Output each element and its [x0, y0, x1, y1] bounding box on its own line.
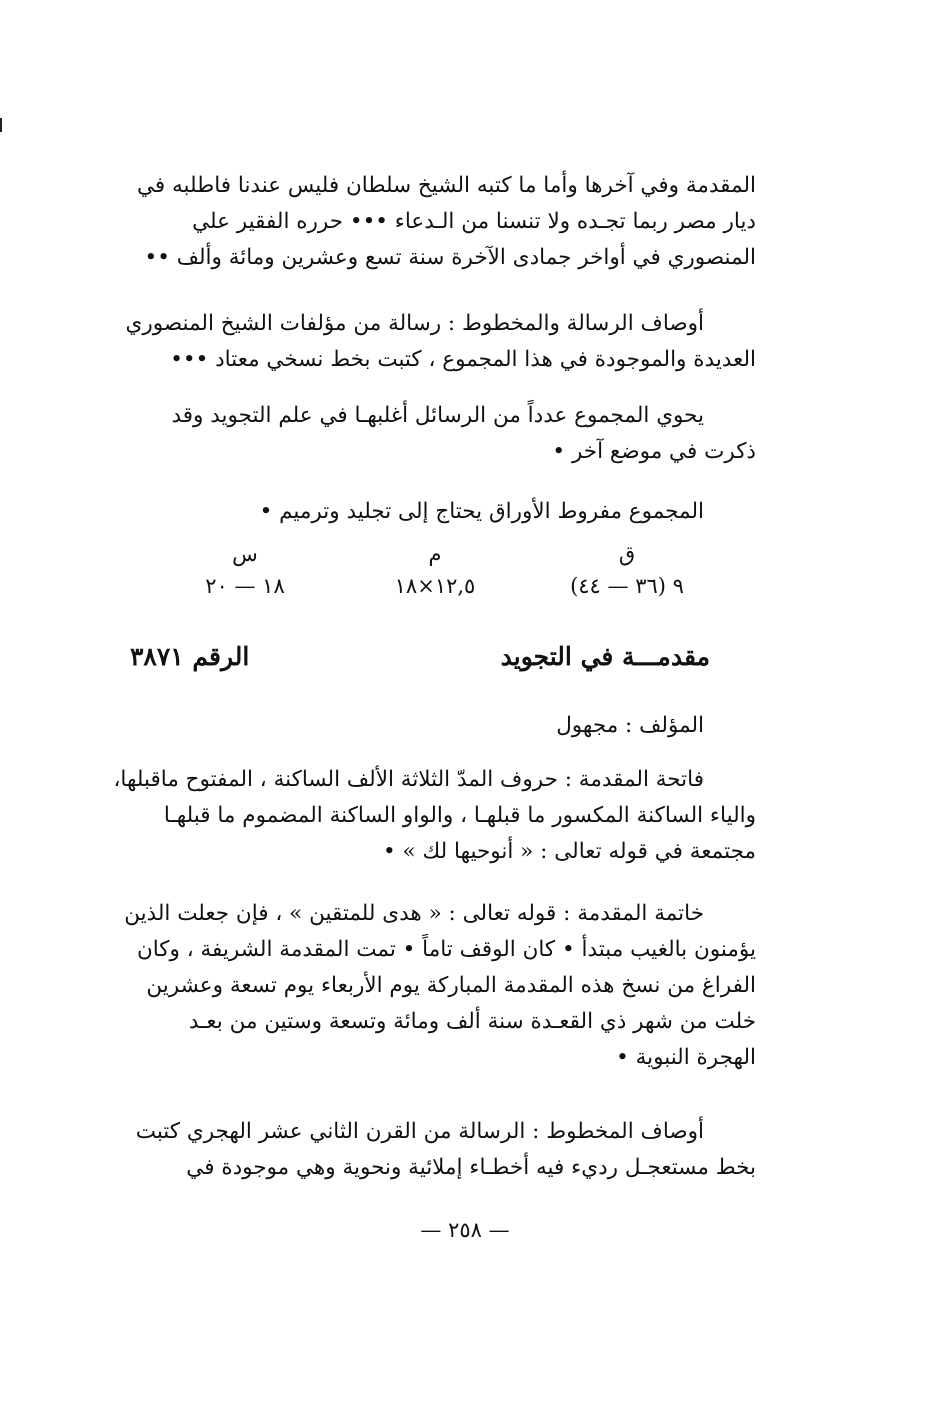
text-line: الفراغ من نسخ هذه المقدمة المباركة يوم الأربعاء يوم تسعة وعشرين [146, 973, 756, 998]
entry-title: مقدمـــة في التجويد [500, 642, 710, 671]
entry-number: الرقم ٣٨٧١ [130, 642, 250, 671]
text-line: الهجرة النبوية • [616, 1045, 756, 1070]
paragraph-description [108, 306, 756, 378]
text-line: أوصاف الرسالة والمخطوط : رسالة من مؤلفات الشيخ المنصوري [125, 311, 704, 336]
dimension-value: ٩ (٣٦ — ٤٤) [570, 574, 684, 598]
dimension-size [360, 540, 510, 604]
paragraph-opening [108, 762, 756, 870]
text-line: يؤمنون بالغيب مبتدأ • كان الوقف تاماً • تمت المقدمة الشريفة ، وكان [136, 937, 756, 962]
text-line: المنصوري في أواخر جمادى الآخرة سنة تسع وعشرين ومائة وألف •• [144, 245, 756, 270]
dimension-folios [552, 540, 702, 604]
paragraph-condition [108, 494, 756, 530]
dimension-value: ١٨ — ٢٠ [205, 574, 285, 598]
dimension-lines [170, 540, 320, 604]
text-line: ذكرت في موضع آخر • [552, 439, 756, 464]
text-line: العديدة والموجودة في هذا المجموع ، كتبت بخط نسخي معتاد ••• [170, 347, 756, 372]
text-line: فاتحة المقدمة : حروف المدّ الثلاثة الألف الساكنة ، المفتوح ماقبلها، [113, 767, 704, 792]
entry-heading [130, 642, 710, 686]
dimensions-table [160, 540, 720, 612]
text-line: أوصاف المخطوط : الرسالة من القرن الثاني عشر الهجري كتبت [135, 1119, 704, 1144]
text-line: بخط مستعجـل رديء فيه أخطـاء إملائية ونحوية وهي موجودة في [186, 1155, 756, 1180]
dimension-label: س [232, 542, 258, 566]
text-line: يحوي المجموع عدداً من الرسائل أغلبهـا في علم التجويد وقد [171, 403, 704, 428]
paragraph-collection-contents [108, 398, 756, 470]
dimension-label: ق [618, 542, 636, 566]
text-line: خلت من شهر ذي القعـدة سنة ألف ومائة وتسعة وستين من بعـد [188, 1009, 756, 1034]
text-line: والياء الساكنة المكسور ما قبلهـا ، والواو الساكنة المضموم ما قبلهـا [163, 803, 756, 828]
text-line: المقدمة وفي آخرها وأما ما كتبه الشيخ سلطان فليس عندنا فاطلبه في [136, 173, 756, 198]
text-line: مجتمعة في قوله تعالى : « أنوحيها لك » • [383, 839, 756, 864]
dimension-label: م [428, 542, 442, 566]
text-line: ديار مصر ربما تجـده ولا تنسنا من الـدعاء ••• حرره الفقير علي [192, 209, 756, 234]
dimension-value: ١٢,٥×١٨ [394, 574, 476, 598]
paragraph-closing-previous [108, 168, 756, 276]
page-number: — ٢٥٨ — [420, 1218, 510, 1242]
paragraph-ending [108, 896, 756, 1076]
margin-mark [0, 118, 2, 132]
text-line: المؤلف : مجهول [556, 713, 704, 738]
text-line: المجموع مفروط الأوراق يحتاج إلى تجليد وترميم • [259, 499, 704, 524]
paragraph-author [108, 708, 756, 744]
paragraph-manuscript-description [108, 1114, 756, 1186]
text-line: خاتمة المقدمة : قوله تعالى : « هدى للمتقين » ، فإن جعلت الذين [124, 901, 704, 926]
